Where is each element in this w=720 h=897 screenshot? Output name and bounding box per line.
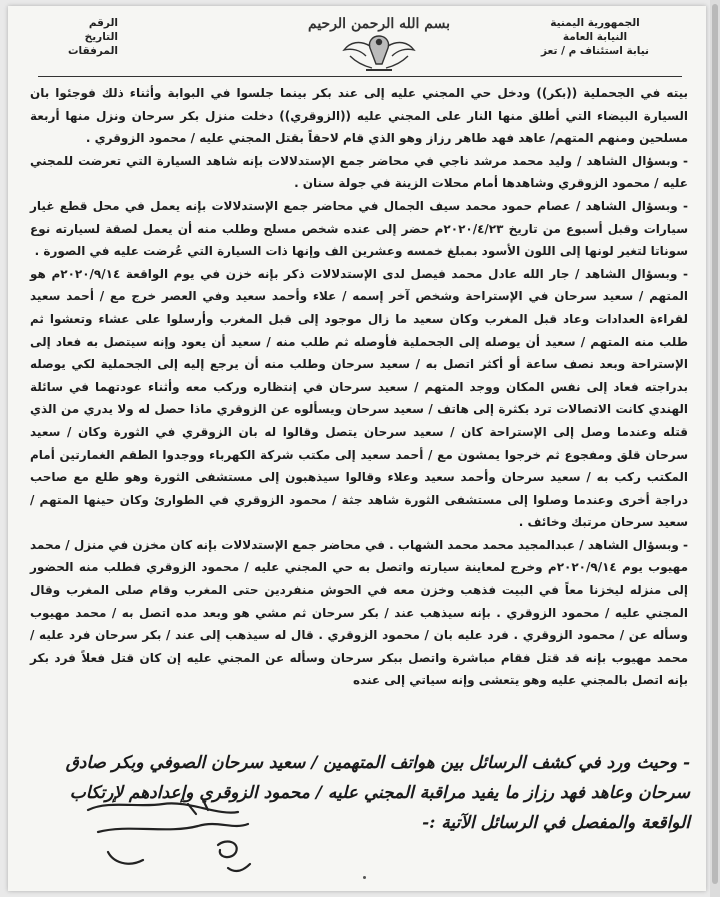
reference-number-label: الرقم [88,17,118,29]
reference-attachments-label: المرفقات [67,45,118,57]
issuer-line-office: نيابة استئناف م / تعز [541,45,649,57]
paragraph: بيته في الجحملية ((بكر)) ودخل حي المجني عليه إلى عند بكر بينما جلسوا في البوابة وأثناء ذلك فوجئوا بان السيارة البيضاء التي أطلق منها النار على المجني عليه ((الزوقري)) دخلت منزل بكر سرحان ونزل منها أربعة مسلحين ومنهم المتهم/ عاهد فهد طاهر رزاز وهو الذي قام لاحقاً بقتل المجني عليه / محمود الزوقري . [30,86,688,146]
document-body [30,82,688,692]
reference-date-label: التاريخ [84,31,118,43]
paragraph: - وبسؤال الشاهد / جار الله عادل محمد فيصل لدى الإستدلالات ذكر بإنه خزن في يوم الواقعة ٢٠٢٠/٩/١٤م هو المتهم / سعيد سرحان في الإستراحة وشخص آخر إسمه / علاء وأحمد سعيد وفي العصر خرج مع / أحمد سعيد لقراءة العدادات وعاد قبل المغرب وكان سعيد ما زال موجود إلى قبل المغرب وأرسلوا على عشاء وتعشوا ثم طلب منه المتهم / سعيد أن يوصله إلى الجحملية فأوصله ثم طلب منه / سعيد أن يعود وإنه سيتصل به فعاد إلى الإستراحة وبعد نصف ساعة أو أكثر اتصل به / سعيد سرحان وطلب منه أن يرجع إليه إلى الجحملية لكي يوصله بدراجته فعاد إلى نفس المكان ووجد المتهم / سعيد سرحان في إنتظاره وركب معه وأثناء عودتهما في سائلة الهندي كانت الاتصالات ترد بكثرة إلى هاتف / سعيد سرحان ويسألوه عن الزوقري ماذا حصل له ولا يدري من الذي قتله وعندما وصل إلى الإستراحة كان / سعيد سرحان يتصل وقالوا له بان الزوقري في الثورة وكان / سعيد سرحان قلق ومفجوع ثم خرجوا يمشون مع / أحمد سعيد إلى مكتب شركة الكهرباء ووجدوا الطقم الغمارتين أمام المكتب ركب به / سعيد سرحان وأحمد سعيد وعلاء وقالوا سيذهبون إلى مستشفى الثورة وهو طلع مع صاحب دراجة أخرى وعندما وصلوا إلى مستشفى الثورة شاهد جثة / محمود الزوقري في الطوارئ وكان حينها المتهم / سعيد سرحان مرتبك وخائف . [30,266,688,530]
ink-mark [363,876,366,879]
issuer-header [510,16,680,58]
eagle-emblem-icon [344,36,414,70]
document-page [8,6,706,891]
issuer-line-country: الجمهورية اليمنية [550,17,640,29]
paragraph: - وبسؤال الشاهد / عصام حمود محمد سيف الجمال في محاضر جمع الإستدلالات بإنه يعمل في محل قطع غيار سيارات وقبل أسبوع من تاريخ ٢٠٢٠/٤/٢٣م حضر إلى عنده شخص مسلح وطلب منه أن يعمل لصقة لسيارته نوع سوناتا لتغير لونها إلى اللون الأسود بمبلغ خمسه وعشرين الف وإنها ذات السيارة التي عُرضت عليه في الصورة . [30,198,688,259]
scrollbar-thumb[interactable] [712,4,718,884]
header-divider [38,76,682,77]
state-emblem [304,12,454,78]
reference-header [48,16,118,58]
basmala-calligraphy: بسم الله الرحمن الرحيم [308,16,450,32]
paragraph: - وبسؤال الشاهد / عبدالمجيد محمد محمد الشهاب . في محاضر جمع الإستدلالات بإنه كان مخزن في منزل / محمد مهيوب يوم ٢٠٢٠/٩/١٤م وخرج لمعاينة سيارته واتصل به حي المجني عليه / محمود الزوقري فطلب منه الحضور إلى منزله ليخزنا معاً في البيت فذهب وخزن معه في الحوش منفردين حتى المغرب وقام صلى المغرب وقال المجني عليه / محمود الزوقري . بإنه سيذهب عند / بكر سرحان ثم مشي هو وبعد مده اتصل به / محمد مهيوب وسأله عن / محمود الزوقري . فرد عليه بان / محمود الزوقري . قال له سيذهب إلى عند / بكر سرحان فرد عليه / محمد مهيوب بإنه قد قتل فقام مباشرة واتصل ببكر سرحان وسأله عن المجني عليه إن كان قتل فعلاً فرد بكر بإنه اتصل بالمجني عليه وهو يتعشى وإنه سياتي إلى عنده [30,537,688,688]
vertical-scrollbar[interactable] [710,0,720,897]
handwritten-paragraph: - وحيث ورد في كشف الرسائل بين هواتف المتهمين / سعيد سرحان الصوفي وبكر صادق سرحان وعاهد فهد رزاز ما يفيد مراقبة المجني عليه / محمود الزوقري وإعدادهم لإرتكاب الواقعة والمفصل في الرسائل الآتية :- [65,753,690,833]
signature [68,790,288,890]
paragraph: - وبسؤال الشاهد / وليد محمد مرشد ناجي في محاضر جمع الإستدلالات بإنه شاهد السيارة التي تعرضت للمجني عليه / محمود الزوقري وشاهدها أمام محلات الزينة في جولة سنان . [30,153,688,191]
issuer-line-authority: النيابة العامة [562,31,628,43]
